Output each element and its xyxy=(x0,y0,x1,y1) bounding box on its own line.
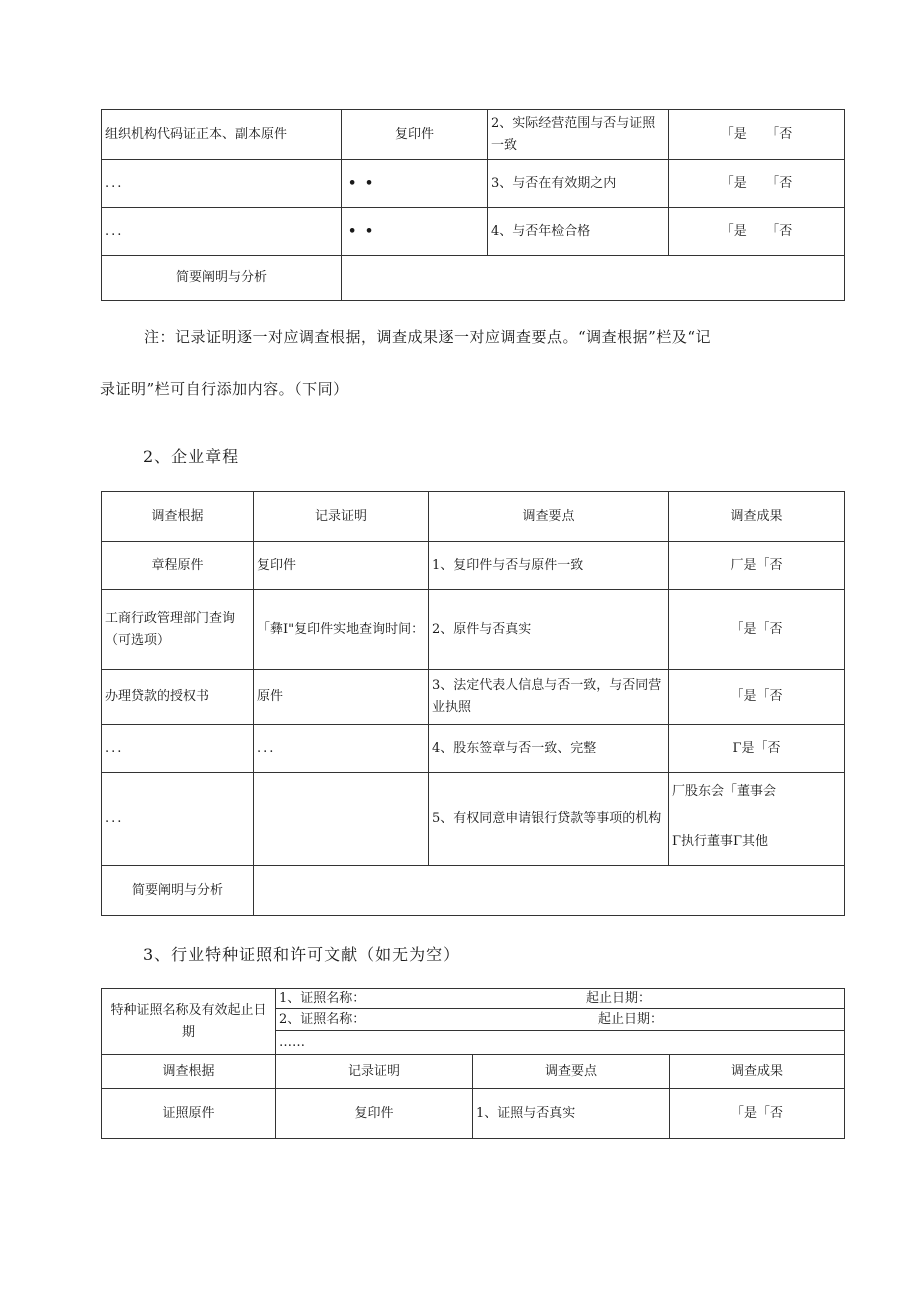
column-header: 调查要点 xyxy=(429,492,669,542)
basis-cell: ... xyxy=(102,208,342,256)
point-cell: 1、复印件与否与原件一致 xyxy=(429,542,669,590)
table-header-row xyxy=(102,1055,845,1089)
result-option-line[interactable]: Γ执行董事Γ其他 xyxy=(672,834,769,849)
result-cell[interactable]: 「是 「否 xyxy=(669,110,845,160)
result-cell[interactable]: 「是 「否 xyxy=(669,208,845,256)
note-line-1: 注：记录证明逐一对应调查根据，调查成果逐一对应调查要点。“调查根据”栏及“记 xyxy=(144,328,712,346)
record-cell: • • xyxy=(342,208,488,256)
basis-cell: 办理贷款的授权书 xyxy=(102,670,254,725)
summary-label: 简要阐明与分析 xyxy=(102,256,342,301)
point-cell: 4、与否年检合格 xyxy=(488,208,669,256)
basis-cell: 证照原件 xyxy=(102,1089,276,1139)
cert-name-label: 2、证照名称： xyxy=(279,1011,366,1027)
point-cell: 5、有权同意申请银行贷款等事项的机构 xyxy=(429,773,669,866)
point-cell: 3、法定代表人信息与否一致，与否同营业执照 xyxy=(429,670,669,725)
result-cell[interactable]: 「是 「否 xyxy=(669,160,845,208)
point-cell: 1、证照与否真实 xyxy=(473,1089,670,1139)
column-header: 调查根据 xyxy=(102,1055,276,1089)
table-row xyxy=(102,110,845,160)
table-row xyxy=(102,208,845,256)
table-row xyxy=(102,773,845,866)
basis-cell: 组织机构代码证正本、副本原件 xyxy=(102,110,342,160)
column-header: 记录证明 xyxy=(254,492,429,542)
basis-cell: 章程原件 xyxy=(102,542,254,590)
table-row xyxy=(102,670,845,725)
record-cell: 复印件 xyxy=(276,1089,473,1139)
section-heading-licenses: 3、行业特种证照和许可文献（如无为空） xyxy=(143,945,461,964)
point-cell: 2、实际经营范围与否与证照一致 xyxy=(488,110,669,160)
cert-line[interactable] xyxy=(276,1009,845,1031)
result-cell[interactable]: 「是「否 xyxy=(669,590,845,670)
summary-input[interactable] xyxy=(254,866,845,916)
record-cell: 原件 xyxy=(254,670,429,725)
basis-cell: ... xyxy=(102,160,342,208)
table-row xyxy=(102,256,845,301)
record-cell: 复印件 xyxy=(254,542,429,590)
table-row xyxy=(102,989,845,1009)
table-row xyxy=(102,1089,845,1139)
result-cell[interactable]: 「是「否 xyxy=(669,670,845,725)
column-header: 调查成果 xyxy=(670,1055,845,1089)
point-cell: 4、股东签章与否一致、完整 xyxy=(429,725,669,773)
cert-more[interactable]: …… xyxy=(276,1031,845,1055)
record-cell: ... xyxy=(254,725,429,773)
cert-line-content xyxy=(279,990,841,1008)
note-line-2: 录证明”栏可自行添加内容。（下同） xyxy=(100,380,349,398)
summary-label: 简要阐明与分析 xyxy=(102,866,254,916)
section-heading-charter: 2、企业章程 xyxy=(143,447,240,466)
table-row xyxy=(102,590,845,670)
basis-cell: ... xyxy=(102,725,254,773)
basis-cell: ... xyxy=(102,773,254,866)
table-charter xyxy=(101,491,845,916)
cert-date-label: 起止日期： xyxy=(598,1011,664,1027)
cert-line[interactable] xyxy=(276,989,845,1009)
column-header: 调查根据 xyxy=(102,492,254,542)
cert-line-content xyxy=(279,1011,841,1029)
table-licenses xyxy=(101,988,845,1139)
table-row xyxy=(102,866,845,916)
table-row xyxy=(102,725,845,773)
column-header: 调查要点 xyxy=(473,1055,670,1089)
cert-label: 特种证照名称及有效起止日期 xyxy=(102,989,276,1055)
result-cell[interactable]: 厂是「否 xyxy=(669,542,845,590)
record-cell: • • xyxy=(342,160,488,208)
point-cell: 2、原件与否真实 xyxy=(429,590,669,670)
column-header: 调查成果 xyxy=(669,492,845,542)
cert-date-label: 起止日期： xyxy=(586,990,652,1006)
basis-cell: 工商行政管理部门查询（可选项） xyxy=(102,590,254,670)
result-cell[interactable]: Γ是「否 xyxy=(669,725,845,773)
result-cell[interactable] xyxy=(669,773,845,866)
table-license-check xyxy=(101,109,845,301)
record-cell: 复印件 xyxy=(342,110,488,160)
point-cell: 3、与否在有效期之内 xyxy=(488,160,669,208)
cert-name-label: 1、证照名称： xyxy=(279,990,366,1006)
table-row xyxy=(102,542,845,590)
summary-input[interactable] xyxy=(342,256,845,301)
result-cell[interactable]: 「是「否 xyxy=(670,1089,845,1139)
record-cell: 「彝Ⅰ"复印件实地查询时间： xyxy=(254,590,429,670)
table-row xyxy=(102,160,845,208)
record-cell xyxy=(254,773,429,866)
table-header-row xyxy=(102,492,845,542)
result-option-line[interactable]: 厂股东会「董事会 xyxy=(672,784,777,799)
column-header: 记录证明 xyxy=(276,1055,473,1089)
